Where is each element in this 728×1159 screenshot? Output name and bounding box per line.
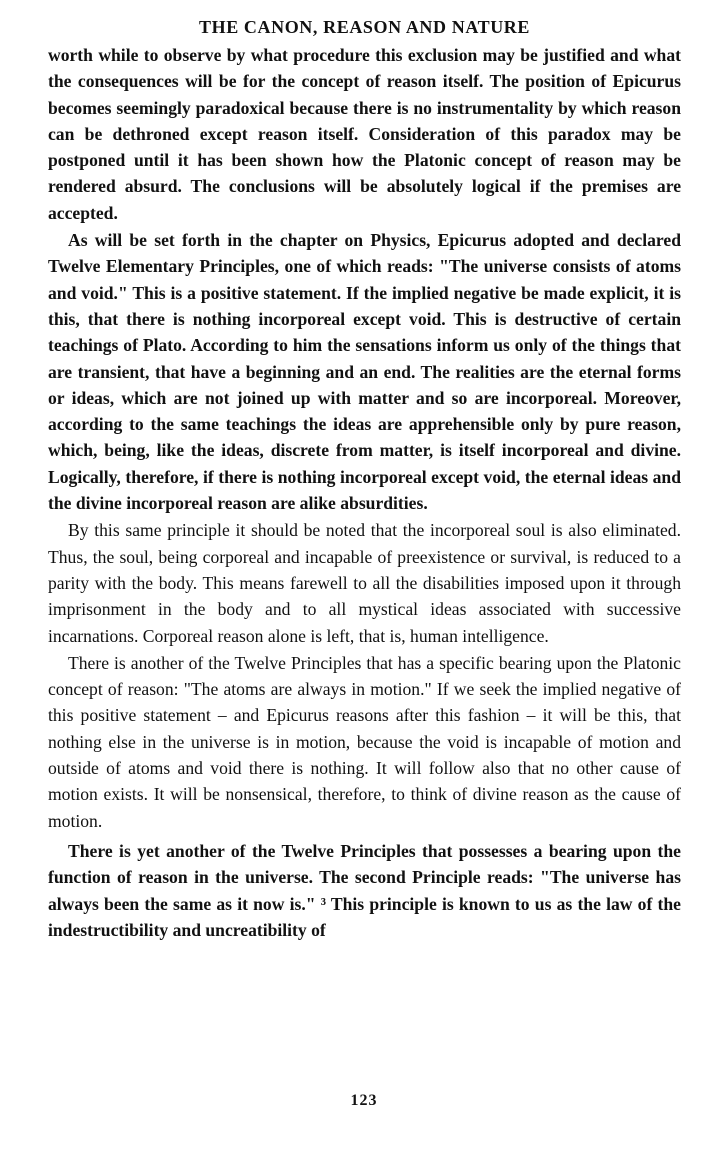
paragraph-5: There is yet another of the Twelve Principles that possesses a bearing upon the function of reason in the universe. The second Principle reads: "The universe has always been the same as it now is." ³ This principle is known to us as the law of the indestructibility and uncreatibility of xyxy=(48,840,681,940)
page-number: 123 xyxy=(350,1092,378,1109)
paragraph-4: There is another of the Twelve Principles that has a specific bearing upon the Platonic concept of reason: "The atoms are always in motion." If we seek the implied negative of this positive statement – and Epicurus reasons after this fashion – it will be this, that nothing else in the universe is in motion, because the void is incapable of motion and outside of atoms and void there is nothing. It will follow also that no other cause of motion exists. It will be nonsensical, therefore, to think of divine reason as the cause of motion. xyxy=(48,652,681,831)
running-head: THE CANON, REASON AND NATURE xyxy=(199,17,530,37)
paragraph-3: By this same principle it should be noted that the incorporeal soul is also eliminated. Thus, the soul, being corporeal and incapable of preexistence or survival, is reduced to a parity with the body. This means farewell to all the disabilities imposed upon it through imprisonment in the body and to all mystical ideas associated with successive incarnations. Corporeal reason alone is left, that is, human intelligence. xyxy=(48,520,681,646)
paragraph-1: worth while to observe by what procedure this exclusion may be justified and what the consequences will be for the concept of reason itself. The position of Epicurus becomes seemingly paradoxical because there is no instrumentality by which reason can be dethroned except reason itself. Consideration of this paradox may be postponed until it has been shown how the Platonic concept of reason may be rendered absurd. The conclusions will be absolutely logical if the premises are accepted. xyxy=(48,45,681,223)
book-page xyxy=(48,14,681,943)
paragraph-2: As will be set forth in the chapter on Physics, Epicurus adopted and declared Twelve Elementary Principles, one of which reads: "The universe consists of atoms and void." This is a positive statement. If the implied negative be made explicit, it is this, that there is nothing incorporeal except void. This is destructive of certain teachings of Plato. According to him the sensations inform us only of the things that are transient, that have a beginning and an end. The realities are the eternal forms or ideas, which are not joined up with matter and so are incorporeal. Moreover, according to the same teachings the ideas are apprehensible only by pure reason, which, being, like the ideas, discrete from matter, is itself incorporeal and divine. Logically, therefore, if there is nothing incorporeal except void, the eternal ideas and the divine incorporeal reason are alike absurdities. xyxy=(48,230,681,514)
